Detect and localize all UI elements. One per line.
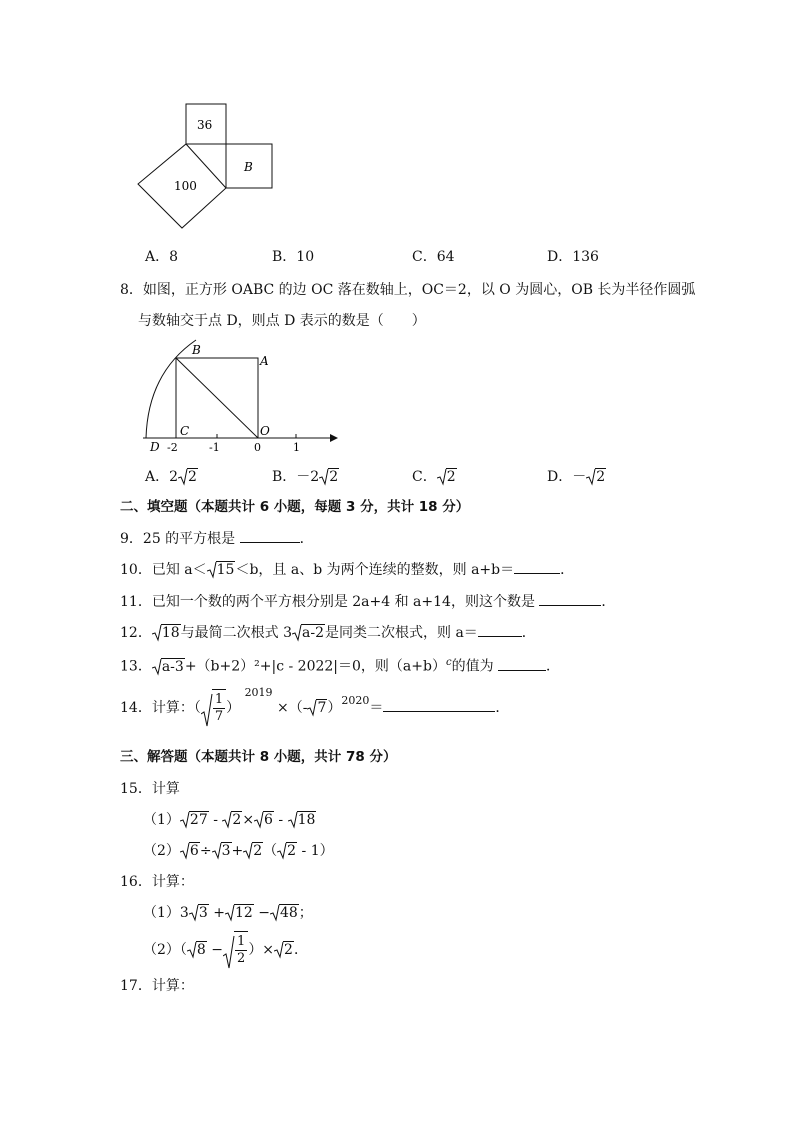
point-d: D [150,440,160,454]
operator: + [231,843,244,859]
part-label: （2）（ [143,942,187,958]
label-36: 36 [197,118,213,132]
question-8-line2: 与数轴交于点 D，则点 D 表示的数是（ ） [138,313,426,329]
sqrt-a-minus-2: a-2 [292,623,325,643]
paren: ） [327,700,342,716]
question-8-line1: 8．如图，正方形 OABC 的边 OC 落在数轴上，OC＝2，以 O 为圆心，OB 长为半径作圆弧 [120,282,696,298]
option-c[interactable] [412,467,457,487]
question-12-text: 与最简二次根式 3 [180,625,293,641]
question-11 [120,591,615,612]
section-3-heading: 三、解答题（本题共计 8 小题，共计 78 分） [120,749,397,765]
sqrt-12: 12 [225,903,254,923]
option-b[interactable] [272,467,339,487]
numerator: 1 [214,691,224,707]
equals: ＝ [369,700,384,716]
question-13-text-2: 的值为 [451,658,494,675]
operator: （ [263,843,278,859]
operator: − [206,942,224,958]
sqrt-2: 2 [243,841,263,861]
point-c: C [180,424,190,438]
exponent-2020: 2020 [341,694,370,707]
question-13 [120,653,560,677]
question-10-text: ＜b，且 a、b 为两个连续的整数，则 a+b＝ [235,562,515,578]
answer-blank[interactable] [240,528,300,543]
answer-blank[interactable] [539,591,601,606]
point-o: O [260,424,270,438]
sqrt-18: 18 [152,623,181,643]
label-100: 100 [174,179,197,193]
operator: ）× [248,942,275,958]
sqrt-27: 27 [180,810,209,830]
operator: × [242,812,255,828]
operator: ÷ [199,843,212,859]
question-9-text: 9．25 的平方根是 [120,531,236,547]
numerator: 1 [237,933,246,949]
sqrt-2: 2 [437,467,457,487]
section-2-heading: 二、填空题（本题共计 6 小题，每题 3 分，共计 18 分） [120,499,470,515]
question-13-number: 13． [120,658,152,675]
denominator: 2 [237,950,246,966]
sqrt-7: 7 [307,688,327,728]
operator: - 1） [297,843,334,859]
question-14 [120,688,509,732]
question-12 [120,622,536,643]
option-d[interactable]: D．136 [547,249,599,265]
sqrt-3: 3 [189,903,209,923]
option-c[interactable]: C．64 [412,249,455,265]
period: ． [560,562,575,578]
period: ． [293,942,308,958]
sqrt-48: 48 [270,903,299,923]
sqrt-a-minus-3: a-3 [152,657,185,677]
question-10 [120,559,574,580]
option-a[interactable] [145,467,198,487]
question-9 [120,528,314,549]
answer-blank[interactable] [498,656,546,671]
question-8-figure [138,338,338,458]
question-15-part-2 [143,841,334,861]
period: ． [495,700,510,716]
point-b: B [192,343,201,357]
tick-label-minus2: -2 [167,441,178,454]
option-c-label: C． [412,469,437,485]
part-label: （2） [143,843,180,859]
period: ． [521,625,536,641]
sqrt-2: 2 [274,930,294,970]
operator: - [273,812,288,828]
question-16-title: 16．计算： [120,874,194,890]
sqrt-one-half [223,930,248,970]
semicolon: ； [298,905,313,921]
option-a-label: A．2 [145,469,179,485]
tick-label-1: 1 [293,441,300,454]
question-16-part-1 [143,903,313,923]
operator: − [253,905,270,921]
sqrt-15: 15 [207,560,236,580]
question-14-prefix: 14．计算：（ [120,700,201,716]
sqrt-6: 6 [254,810,274,830]
denominator: 7 [214,708,224,724]
answer-blank[interactable] [514,559,560,574]
answer-blank[interactable] [383,691,495,712]
period: ． [299,531,314,547]
question-12-text-2: 是同类二次根式，则 a＝ [325,625,478,641]
option-b[interactable]: B．10 [272,249,315,265]
question-11-text: 11．已知一个数的两个平方根分别是 2a+4 和 a+14，则这个数是 [120,594,535,610]
sqrt-2: 2 [178,467,198,487]
period: ． [601,594,616,610]
sqrt-one-seventh [201,688,226,728]
sqrt-2: 2 [222,810,242,830]
sqrt-2: 2 [277,841,297,861]
operator: - [208,812,223,828]
option-d[interactable] [547,467,606,487]
question-7-figure [130,98,290,238]
tick-label-0: 0 [254,441,261,454]
period: ． [546,658,561,675]
question-12-number: 12． [120,625,152,641]
answer-blank[interactable] [478,622,522,637]
sqrt-6: 6 [180,841,200,861]
exponent-2019: 2019 [244,686,273,699]
question-15-part-1 [143,810,316,830]
question-10-prefix: 10．已知 a＜ [120,562,207,578]
sqrt-8: 8 [187,930,207,970]
paren: ） [226,700,241,716]
exponent-c: c [445,657,452,668]
sqrt-2: 2 [319,467,339,487]
part-label: （1） [143,812,180,828]
tick-label-minus1: -1 [209,441,220,454]
axis-arrow [330,434,338,442]
question-17-title: 17．计算： [120,978,194,994]
sqrt-3: 3 [212,841,232,861]
sqrt-2: 2 [586,467,606,487]
question-16-part-2 [143,930,308,970]
question-13-text: +（b+2）²+|c - 2022|＝0，则（a+b） [184,658,446,675]
option-a[interactable]: A．8 [145,249,179,265]
label-b: B [244,160,253,174]
times-neg: ×（- [277,700,308,716]
sqrt-18: 18 [288,810,317,830]
operator: + [208,905,225,921]
question-15-title: 15．计算 [120,781,180,797]
point-a: A [260,354,269,368]
option-b-label: B．－2 [272,469,320,485]
part-label: （1）3 [143,905,189,921]
option-d-label: D．－ [547,469,587,485]
